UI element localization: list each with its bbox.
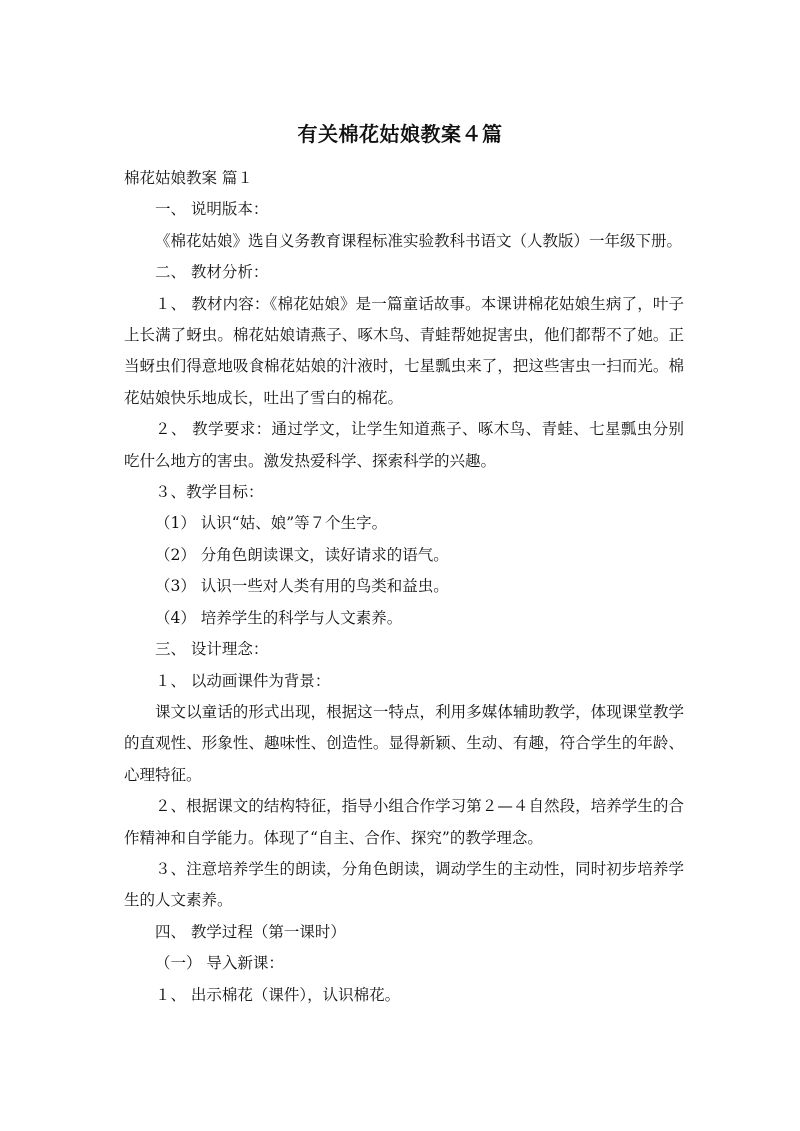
paragraph: ３、教学目标： bbox=[155, 483, 264, 502]
paragraph: ２、 教学要求：通过学文，让学生知道燕子、啄木鸟、青蛙、七星瓢虫分别吃什么地方的害虫。激发热爱科学、探索科学的兴趣。 bbox=[124, 420, 684, 470]
list-item: （3） 认识一些对人类有用的鸟类和益虫。 bbox=[155, 577, 449, 596]
paragraph: １、 教材内容：《棉花姑娘》是一篇童话故事。本课讲棉花姑娘生病了，叶子上长满了蚜虫。棉花姑娘请燕子、啄木鸟、青蛙帮她捉害虫，他们都帮不了她。正当蚜虫们得意地吸食棉花姑娘的汁液时，七星瓢虫来了，把这些害虫一扫而光。棉花姑娘快乐地成长，吐出了雪白的棉花。 bbox=[124, 294, 684, 407]
paragraph: （一） 导入新课： bbox=[155, 954, 284, 973]
document-title: 有关棉花姑娘教案４篇 bbox=[297, 122, 503, 146]
paragraph: 二、 教材分析： bbox=[155, 263, 269, 282]
paragraph: 一、 说明版本： bbox=[155, 200, 269, 219]
paragraph: 《棉花姑娘》选自义务教育课程标准实验教科书语文（人教版）一年级下册。 bbox=[155, 231, 683, 250]
paragraph: １、 以动画课件为背景： bbox=[155, 671, 331, 690]
list-item: （1） 认识“姑、娘”等７个生字。 bbox=[155, 514, 388, 533]
paragraph: ２、根据课文的结构特征，指导小组合作学习第２—４自然段，培养学生的合作精神和自学能力。体现了“自主、合作、探究”的教学理念。 bbox=[124, 797, 684, 847]
list-item: （2） 分角色朗读课文，读好请求的语气。 bbox=[155, 545, 449, 564]
paragraph: 三、 设计理念： bbox=[155, 640, 269, 659]
paragraph: ３、注意培养学生的朗读，分角色朗读，调动学生的主动性，同时初步培养学生的人文素养。 bbox=[124, 859, 684, 910]
paragraph: １、 出示棉花（课件），认识棉花。 bbox=[155, 985, 401, 1004]
section-heading: 棉花姑娘教案 篇１ bbox=[124, 169, 253, 187]
paragraph: 四、 教学过程（第一课时） bbox=[155, 922, 346, 941]
paragraph: 课文以童话的形式出现，根据这一特点，利用多媒体辅助教学，体现课堂教学的直观性、形象性、趣味性、创造性。显得新颖、生动、有趣，符合学生的年龄、心理特征。 bbox=[124, 702, 684, 784]
list-item: （4） 培养学生的科学与人文素养。 bbox=[155, 608, 403, 627]
document-body bbox=[124, 163, 684, 1011]
